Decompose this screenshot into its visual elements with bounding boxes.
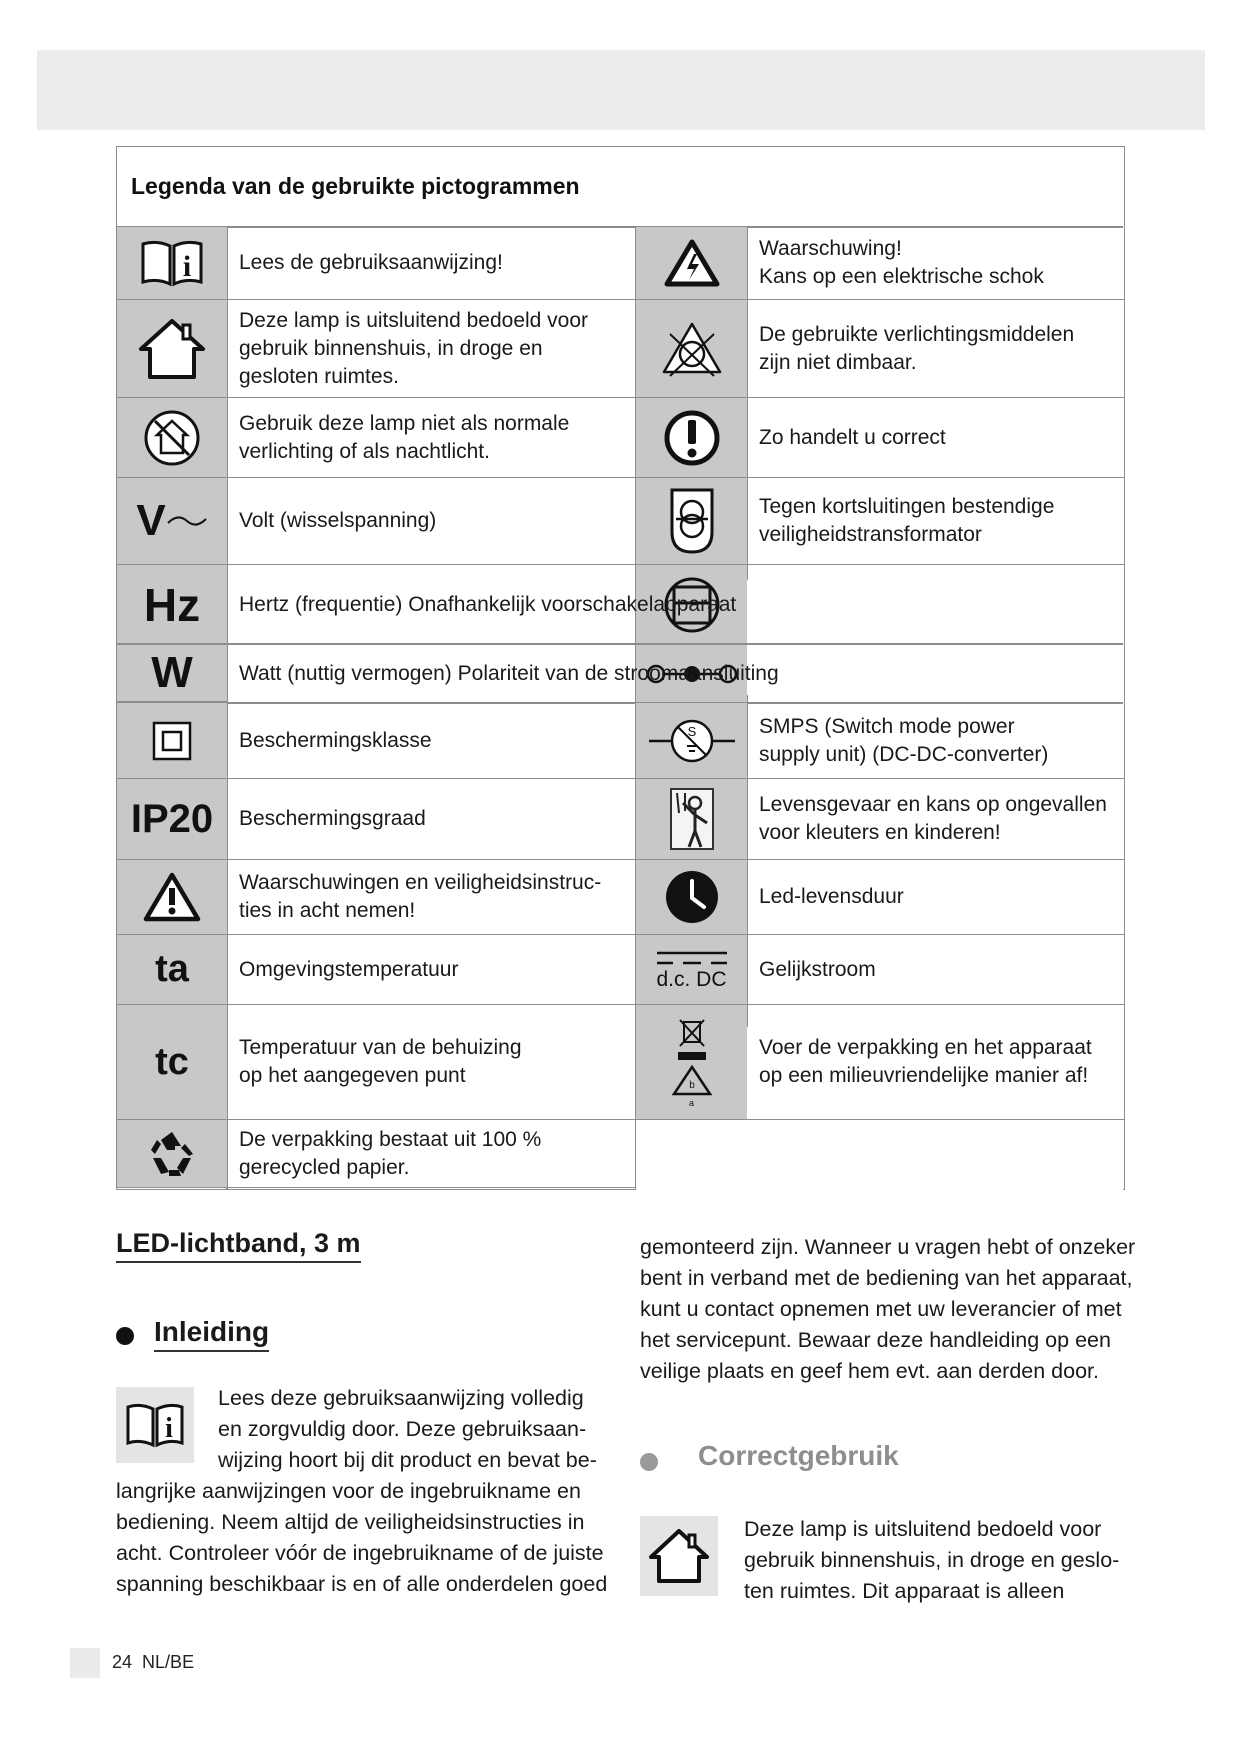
- legend-text: Watt (nuttig vermogen) Polariteit van de stroomaansluiting: [239, 661, 779, 685]
- legend-text: De verpakking bestaat uit 100 % gerecycled papier.: [239, 1127, 542, 1179]
- intro-heading: Inleiding: [154, 1316, 269, 1352]
- legend-text: Temperatuur van de behuizing op het aangegeven punt: [239, 1036, 522, 1087]
- footer: [112, 1652, 194, 1673]
- page-number: 24: [112, 1652, 133, 1672]
- house-icon: [640, 1516, 718, 1596]
- correct-use-heading: Correctgebruik: [698, 1440, 899, 1471]
- correct-use-paragraph: Deze lamp is uitsluitend bedoeld voor gebruik binnenshuis, in droge en geslo- ten ruimtes. Dit apparaat is alleen: [744, 1517, 1120, 1603]
- safety-transformer-icon: [636, 478, 747, 565]
- intro-paragraph: langrijke aanwijzingen voor de ingebruikname en bediening. Neem altijd de veiligheidsinstructies in acht. Controleer vóór de ingebruikname of de juiste spanning beschikbaar is en of alle onderdelen goed: [116, 1479, 608, 1596]
- pictogram-legend-table: [116, 146, 1125, 1190]
- product-title: LED-lichtband, 3 m: [116, 1228, 361, 1263]
- no-house-lamp-icon: [117, 398, 227, 478]
- legend-text: Beschermingsklasse: [239, 728, 432, 752]
- legend-text: Beschermingsgraad: [239, 807, 426, 830]
- watt-icon: W: [117, 645, 227, 702]
- legend-text: Waarschuwingen en veiligheidsinstruc- ties in acht nemen!: [239, 871, 602, 922]
- legend-text: Hertz (frequentie) Onafhankelijk voorschakelapparaat: [239, 593, 737, 616]
- child-danger-icon: [636, 779, 747, 860]
- legend-text: SMPS (Switch mode power supply unit) (DC-DC-converter): [759, 714, 1049, 766]
- electric-shock-icon: [636, 227, 747, 300]
- svg-text:S: S: [687, 723, 696, 739]
- intro-paragraph-indented: Lees deze gebruiksaanwijzing volledig en zorgvuldig door. Deze gebruiksaan- wijzing hoort bij dit product en bevat be-: [218, 1386, 597, 1472]
- svg-text:i: i: [182, 250, 192, 283]
- house-icon: [117, 300, 227, 398]
- header-band: [37, 50, 1205, 130]
- recycle-icon: [117, 1120, 227, 1188]
- case-temperature-icon: tc: [117, 1005, 227, 1120]
- legend-text: Volt (wisselspanning): [239, 509, 437, 532]
- not-dimmable-icon: [636, 300, 747, 398]
- disposal-icon: b a: [636, 1005, 747, 1120]
- legend-text: Levensgevaar en kans op ongevallen voor kleuters en kinderen!: [759, 793, 1107, 844]
- svg-text:i: i: [165, 1413, 173, 1444]
- language-code: NL/BE: [142, 1652, 195, 1672]
- legend-text: Led-levensduur: [759, 885, 904, 908]
- legend-text: Tegen kortsluitingen bestendige veiligheidstransformator: [759, 495, 1055, 546]
- ambient-temperature-icon: ta: [117, 935, 227, 1005]
- clock-icon: [636, 860, 747, 935]
- legend-text: Voer de verpakking en het apparaat op een milieuvriendelijke manier af!: [759, 1036, 1092, 1087]
- legend-text: Deze lamp is uitsluitend bedoeld voor gebruik binnenshuis, in droge en gesloten ruimtes.: [239, 308, 589, 388]
- legend-text: Omgevingstemperatuur: [239, 957, 459, 981]
- legend-text: Waarschuwing! Kans op een elektrische schok: [759, 237, 1044, 288]
- legend-text: Gebruik deze lamp niet als normale verlichting of als nachtlicht.: [239, 411, 570, 463]
- svg-text:b: b: [688, 1080, 695, 1091]
- hertz-icon: Hz: [117, 565, 227, 645]
- warning-triangle-icon: [117, 860, 227, 935]
- legend-text: Gelijkstroom: [759, 957, 876, 981]
- exclamation-circle-icon: [636, 398, 747, 478]
- legend-text: Lees de gebruiksaanwijzing!: [239, 251, 503, 274]
- legend-title: Legenda van de gebruikte pictogrammen: [131, 173, 580, 199]
- legend-text: De gebruikte verlichtingsmiddelen zijn niet dimbaar.: [759, 322, 1075, 374]
- smps-icon: [636, 703, 747, 779]
- book-info-icon: [117, 227, 227, 300]
- intro-paragraph-continued: gemonteerd zijn. Wanneer u vragen hebt of onzeker bent in verband met de bediening van het apparaat, kunt u contact opnemen met uw leverancier of met het servicepunt. Bewaar deze handleiding op een veilige plaats en geef hem evt. aan derden door.: [640, 1235, 1136, 1383]
- bullet-icon: [116, 1327, 134, 1345]
- ip20-icon: IP20: [117, 779, 227, 860]
- volt-ac-icon: V: [117, 478, 227, 565]
- book-info-icon: [116, 1387, 194, 1463]
- footer-marker: [70, 1648, 100, 1678]
- legend-text: Zo handelt u correct: [759, 425, 946, 449]
- protection-class-icon: [117, 703, 227, 779]
- direct-current-icon: d.c. DC: [636, 935, 747, 1005]
- bullet-icon: [640, 1453, 658, 1471]
